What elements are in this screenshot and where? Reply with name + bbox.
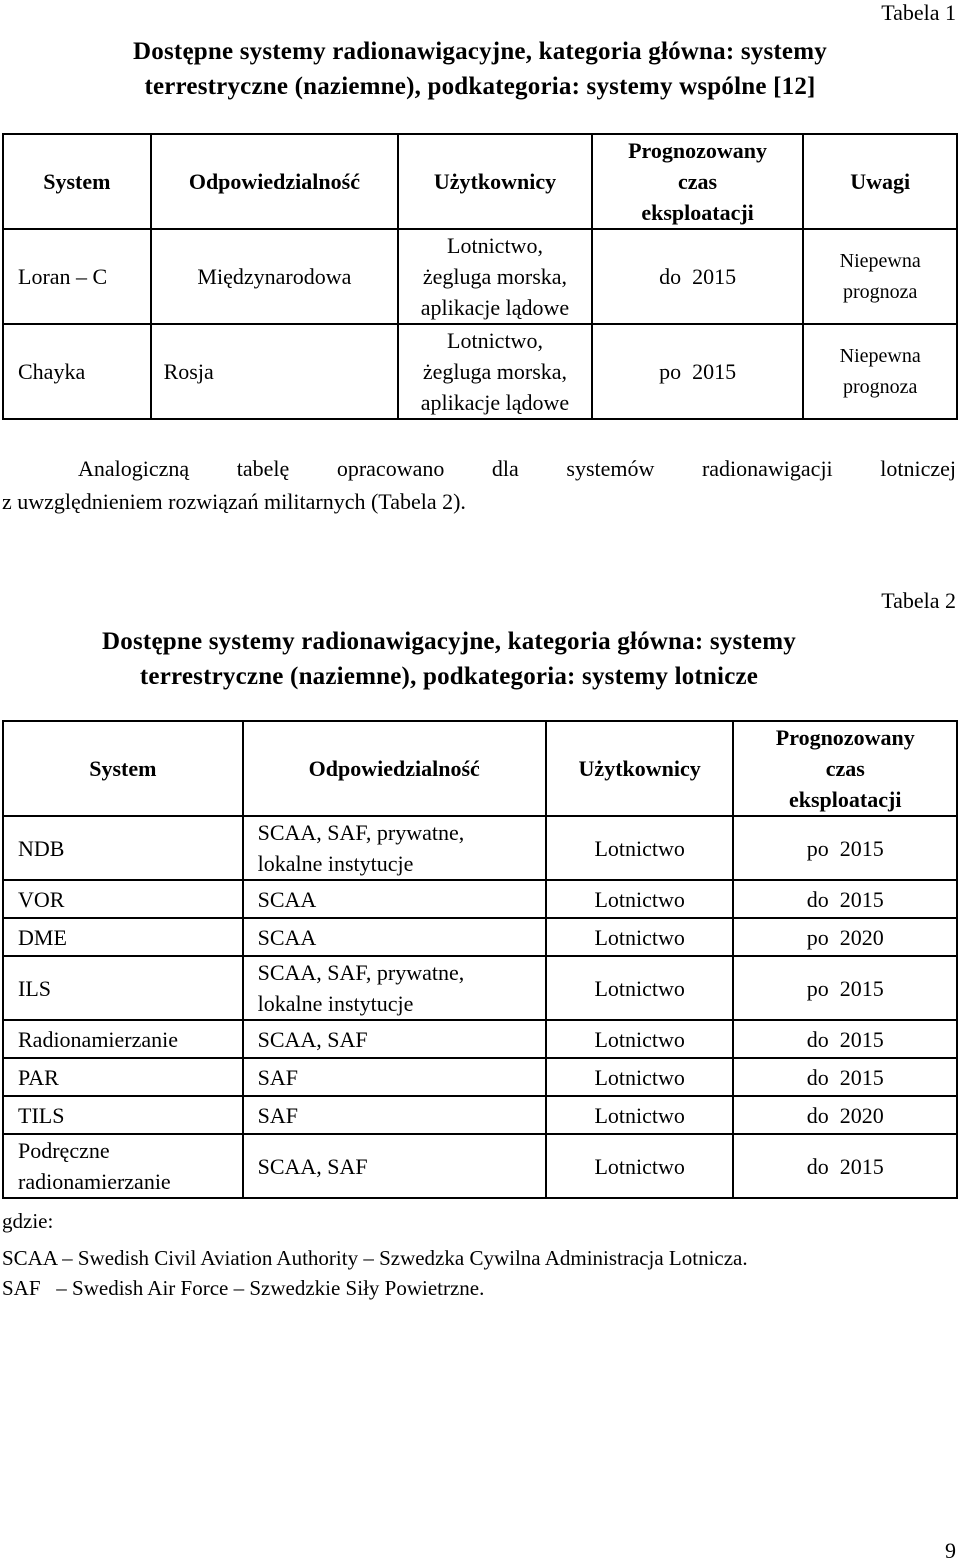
t2-cell-lifetime: do 2015 [733,1134,957,1198]
table-row [3,1020,957,1058]
t2-cell-lifetime: po 2015 [733,816,957,880]
t2-cell-users: Lotnictwo [546,1096,734,1134]
t2-cell-responsibility: SCAA, SAF [243,1020,546,1058]
t2-cell-system: DME [3,918,243,956]
t1-users-line: żegluga morska, [422,264,568,289]
t2-system-line: radionamierzanie [18,1169,171,1194]
t2-cell-system: NDB [3,816,243,880]
t1-cell-remarks [803,229,957,324]
t2-header-responsibility: Odpowiedzialność [243,721,546,816]
t2-resp-line: lokalne instytucje [257,851,414,876]
t2-cell-system: TILS [3,1096,243,1134]
t2-cell-lifetime: do 2015 [733,1058,957,1096]
t2-cell-responsibility: SCAA, SAF [243,1134,546,1198]
table2-title [0,624,960,694]
t2-cell-users: Lotnictwo [546,1134,734,1198]
t2-cell-responsibility [243,816,546,880]
t1-users-line: Lotnictwo, [447,233,543,258]
t2-cell-system [3,1134,243,1198]
table-row [3,324,957,419]
table2-title-line1: Dostępne systemy radionawigacyjne, kategoria główna: systemy [102,628,796,655]
t1-cell-system: Chayka [3,324,151,419]
t2-cell-responsibility: SAF [243,1096,546,1134]
t1-users-line: żegluga morska, [422,359,568,384]
table1-header-row [3,134,957,229]
t1-remarks-line: prognoza [842,280,918,303]
t1-cell-lifetime: do 2015 [592,229,804,324]
t1-users-line: aplikacje lądowe [420,390,570,415]
paragraph-line1: Analogiczną tabelę opracowano dla systemów radionawigacji lotniczej [78,456,956,481]
t1-cell-system: Loran – C [3,229,151,324]
t2-header-lifetime-l2: czas [825,756,865,781]
t2-header-system: System [3,721,243,816]
table1-label: Tabela 1 [881,0,956,25]
table-row [3,816,957,880]
table-row [3,229,957,324]
table-row [3,1058,957,1096]
t2-cell-responsibility [243,956,546,1020]
t1-header-lifetime-l3: eksploatacji [641,200,754,225]
table1-title-line1: Dostępne systemy radionawigacyjne, kategoria główna: systemy [133,38,827,65]
table-row [3,1096,957,1134]
table1 [2,133,958,420]
t1-header-lifetime-l1: Prognozowany [628,138,768,163]
table-row [3,1134,957,1198]
t2-header-users: Użytkownicy [546,721,734,816]
t2-resp-line: SCAA, SAF, prywatne, [257,820,465,845]
table2-label: Tabela 2 [881,588,956,613]
table1-title-line2: terrestryczne (naziemne), podkategoria: systemy wspólne [12] [144,73,816,100]
t2-cell-users: Lotnictwo [546,918,734,956]
t2-cell-users: Lotnictwo [546,956,734,1020]
table2-title-line2: terrestryczne (naziemne), podkategoria: systemy lotnicze [139,663,759,690]
t2-cell-lifetime: do 2015 [733,880,957,918]
t1-remarks-line: prognoza [842,375,918,398]
notes-line2: SAF – Swedish Air Force – Szwedzkie Siły Powietrzne. [2,1276,485,1300]
t2-cell-users: Lotnictwo [546,1058,734,1096]
t1-remarks-line: Niepewna [839,249,921,272]
t2-resp-line: lokalne instytucje [257,991,414,1016]
table2 [2,720,958,1199]
t1-header-users: Użytkownicy [398,134,592,229]
t1-header-lifetime [592,134,804,229]
t1-cell-remarks [803,324,957,419]
table-row [3,918,957,956]
t2-cell-system: PAR [3,1058,243,1096]
t1-remarks-line: Niepewna [839,344,921,367]
t2-cell-users: Lotnictwo [546,816,734,880]
t2-cell-responsibility: SCAA [243,918,546,956]
t1-cell-responsibility: Rosja [151,324,399,419]
notes-line1: SCAA – Swedish Civil Aviation Authority – Szwedzka Cywilna Administracja Lotnicza. [2,1246,748,1270]
t2-cell-lifetime: po 2020 [733,918,957,956]
t1-header-responsibility: Odpowiedzialność [151,134,399,229]
t2-resp-line: SCAA, SAF, prywatne, [257,960,465,985]
body-paragraph [2,452,956,518]
notes-label: gdzie: [2,1209,54,1233]
t2-cell-lifetime: do 2015 [733,1020,957,1058]
t2-cell-system: Radionamierzanie [3,1020,243,1058]
t2-header-lifetime [733,721,957,816]
t1-users-line: aplikacje lądowe [420,295,570,320]
t2-system-line: Podręczne [18,1138,110,1163]
t1-header-lifetime-l2: czas [678,169,718,194]
t2-cell-responsibility: SAF [243,1058,546,1096]
t2-header-lifetime-l1: Prognozowany [775,725,915,750]
t1-cell-users [398,324,592,419]
table1-title [0,34,960,104]
table-row [3,956,957,1020]
t1-header-system: System [3,134,151,229]
t2-cell-lifetime: do 2020 [733,1096,957,1134]
t2-cell-users: Lotnictwo [546,880,734,918]
t2-cell-responsibility: SCAA [243,880,546,918]
table-row [3,880,957,918]
t2-header-lifetime-l3: eksploatacji [789,787,902,812]
t2-cell-users: Lotnictwo [546,1020,734,1058]
t1-header-remarks: Uwagi [803,134,957,229]
table2-header-row [3,721,957,816]
t1-cell-lifetime: po 2015 [592,324,804,419]
t2-cell-system: ILS [3,956,243,1020]
t2-cell-system: VOR [3,880,243,918]
page-number: 9 [945,1538,956,1563]
t1-cell-responsibility: Międzynarodowa [151,229,399,324]
t2-cell-lifetime: po 2015 [733,956,957,1020]
t1-users-line: Lotnictwo, [447,328,543,353]
paragraph-line2: z uwzględnieniem rozwiązań militarnych (Tabela 2). [2,489,466,514]
t1-cell-users [398,229,592,324]
